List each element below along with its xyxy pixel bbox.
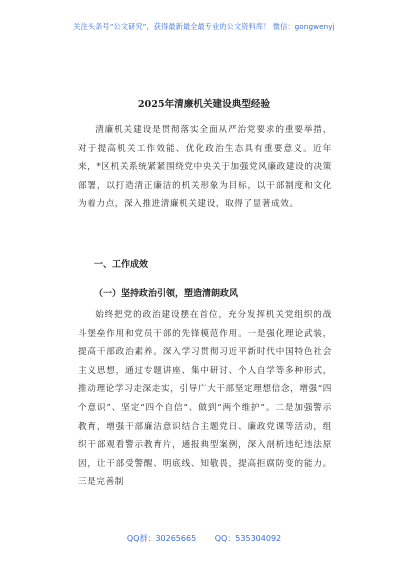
intro-paragraph: 清廉机关建设是贯彻落实全面从严治党要求的重要举措，对于提高机关工作效能、优化政治生态具有重要意义。近年来，*区机关系统紧紧围绕党中央关于加强党风廉政建设的决策部署，以打造清正廉洁的机关形象为目标，以干部制度和文化为着力点，深入推进清廉机关建设，取得了显著成效。 <box>78 125 332 210</box>
qq-group-text: QQ群：30265665 <box>126 534 197 543</box>
top-banner: 关注头条号“公文研究”，获得最新最全最专业的公文资料库！ 微信：gongwenyj <box>73 22 335 31</box>
subsection-heading: （一）坚持政治引领，塑造清朗政风 <box>94 289 239 299</box>
document-title: 2025年清廉机关建设典型经验 <box>137 99 271 110</box>
subsection-paragraph: 始终把党的政治建设摆在首位，充分发挥机关党组织的战斗堡垒作用和党员干部的先锋模范作用。一是强化理论武装，提高干部政治素养。深入学习贯彻习近平新时代中国特色社会主义思想，通过专题讲座、集中研讨、个人自学等多种形式，推动理论学习走深走实，引导广大干部坚定理想信念，增强“四个意识”、坚定“四个自信”、做到“两个维护”。二是加强警示教育，增强干部廉洁意识结合主题党日、廉政党课等活动，组织干部观看警示教育片，通报典型案例，深入剖析违纪违法原因，让干部受警醒、明底线、知敬畏，提高拒腐防变的能力。三是完善制 <box>78 310 332 488</box>
bottom-banner <box>0 533 408 544</box>
section-heading: 一、工作成效 <box>94 260 149 270</box>
qq-contact-text: QQ：535304092 <box>214 534 282 543</box>
